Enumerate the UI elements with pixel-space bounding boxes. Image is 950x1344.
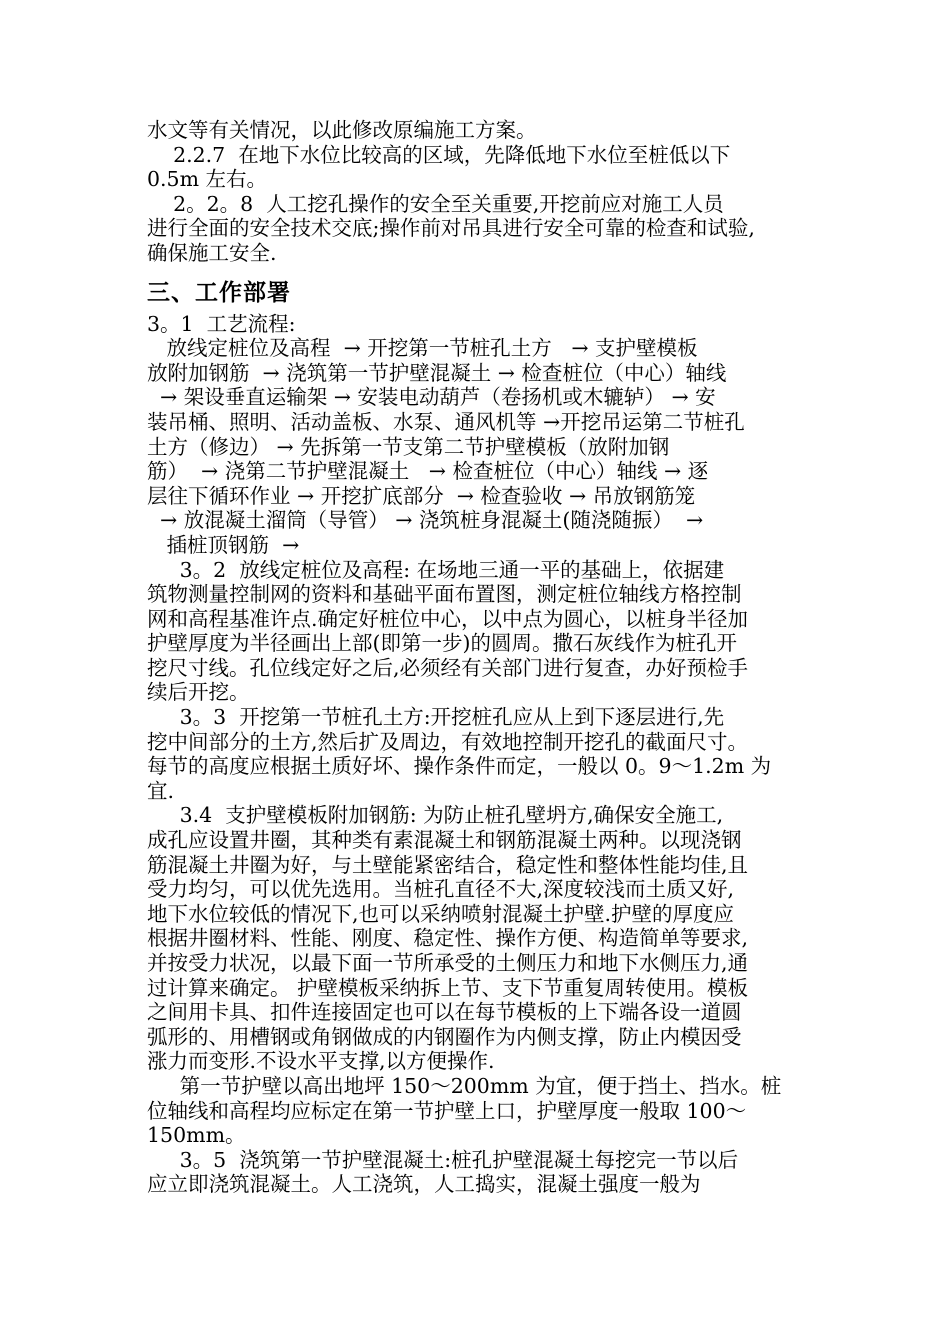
text-line: 确保施工安全.	[147, 240, 277, 265]
text-line: → 放混凝土溜筒（导管） → 浇筑桩身混凝土(随浇随振） →	[147, 508, 704, 533]
text-line: 水文等有关情况，以此修改原编施工方案。	[147, 118, 537, 142]
text-line: 3.4 支护壁模板附加钢筋: 为防止桩孔壁坍方,确保安全施工,	[147, 803, 724, 828]
text-line: 3。1 工艺流程:	[147, 311, 296, 336]
text-line: 过计算来确定。 护壁模板采纳拆上节、支下节重复周转使用。模板	[147, 975, 749, 1000]
text-line: 地下水位较低的情况下,也可以采纳喷射混凝土护壁.护壁的厚度应	[147, 901, 735, 926]
text-line: 插桩顶钢筋 →	[147, 532, 300, 557]
text-line: 2。2。8 人工挖孔操作的安全至关重要,开挖前应对施工人员	[147, 191, 724, 216]
text-line: 涨力而变形.不设水平支撑,以方便操作.	[147, 1049, 495, 1074]
text-line: 筋） → 浇第二节护壁混凝土 → 检查桩位（中心）轴线 → 逐	[147, 459, 709, 484]
text-line: 根据井圈材料、性能、刚度、稳定性、操作方便、构造简单等要求,	[147, 926, 749, 951]
text-line: 土方（修边） → 先拆第一节支第二节护壁模板（放附加钢	[147, 434, 670, 459]
text-line: 挖中间部分的土方,然后扩及周边，有效地控制开挖孔的截面尺寸。	[147, 729, 749, 754]
text-line: 放线定桩位及高程 → 开挖第一节桩孔土方 → 支护壁模板	[147, 336, 698, 361]
text-line: 之间用卡具、扣件连接固定也可以在每节模板的上下端各设一道圆	[147, 1000, 742, 1025]
text-line: 筋混凝土井圈为好，与土壁能紧密结合，稳定性和整体性能均佳,且	[147, 852, 749, 877]
text-line: 筑物测量控制网的资料和基础平面布置图，测定桩位轴线方格控制	[147, 582, 742, 607]
text-line: 层往下循环作业 → 开挖扩底部分 → 检查验收 → 吊放钢筋笼	[147, 483, 696, 508]
text-line: 受力均匀，可以优先选用。当桩孔直径不大,深度较浅而土质又好,	[147, 877, 735, 902]
section-heading: 三、工作部署	[147, 279, 291, 306]
text-line: 2.2.7 在地下水位比较高的区域，先降低地下水位至桩低以下	[147, 142, 731, 167]
text-line: 第一节护壁以高出地坪 150～200mm 为宜，便于挡土、挡水。桩	[147, 1073, 782, 1098]
text-line: 续后开挖。	[147, 680, 250, 705]
text-block-body	[147, 312, 817, 1197]
text-line: 3。3 开挖第一节桩孔土方:开挖桩孔应从上到下逐层进行,先	[147, 705, 725, 730]
text-line: 150mm。	[147, 1123, 246, 1148]
text-line: 3。5 浇筑第一节护壁混凝土:桩孔护壁混凝土每挖完一节以后	[147, 1147, 739, 1172]
text-line: 装吊桶、照明、活动盖板、水泵、通风机等 →开挖吊运第二节桩孔	[147, 409, 745, 434]
text-line: 挖尺寸线。孔位线定好之后,必须经有关部门进行复查，办好预检手	[147, 655, 749, 680]
text-line: 每节的高度应根据土质好坏、操作条件而定，一般以 0。9～1.2m 为	[147, 754, 772, 779]
text-line: 进行全面的安全技术交底;操作前对吊具进行安全可靠的检查和试验,	[147, 216, 755, 241]
text-line: 护壁厚度为半径画出上部(即第一步)的圆周。撒石灰线作为桩孔开	[147, 631, 737, 656]
text-line: 网和高程基准许点.确定好桩位中心，以中点为圆心，以桩身半径加	[147, 606, 749, 631]
text-block-top	[147, 118, 817, 266]
text-line: 放附加钢筋 → 浇筑第一节护壁混凝土 → 检查桩位（中心）轴线	[147, 360, 727, 385]
text-line: → 架设垂直运输架 → 安装电动葫芦（卷扬机或木辘轳） → 安	[147, 385, 716, 410]
text-line: 应立即浇筑混凝土。人工浇筑，人工捣实，混凝土强度一般为	[147, 1172, 701, 1197]
text-line: 成孔应设置井圈，其种类有素混凝土和钢筋混凝土两种。以现浇钢	[147, 828, 742, 853]
text-line: 3。2 放线定桩位及高程: 在场地三通一平的基础上，依据建	[147, 557, 725, 582]
text-line: 宜.	[147, 778, 175, 803]
document-page	[147, 118, 817, 1197]
text-line: 位轴线和高程均应标定在第一节护壁上口，护壁厚度一般取 100～	[147, 1098, 747, 1123]
text-line: 并按受力状况，以最下面一节所承受的土侧压力和地下水侧压力,通	[147, 951, 749, 975]
text-line: 弧形的、用槽钢或角钢做成的内钢圈作为内侧支撑，防止内模因受	[147, 1024, 742, 1049]
text-line: 0.5m 左右。	[147, 167, 268, 192]
